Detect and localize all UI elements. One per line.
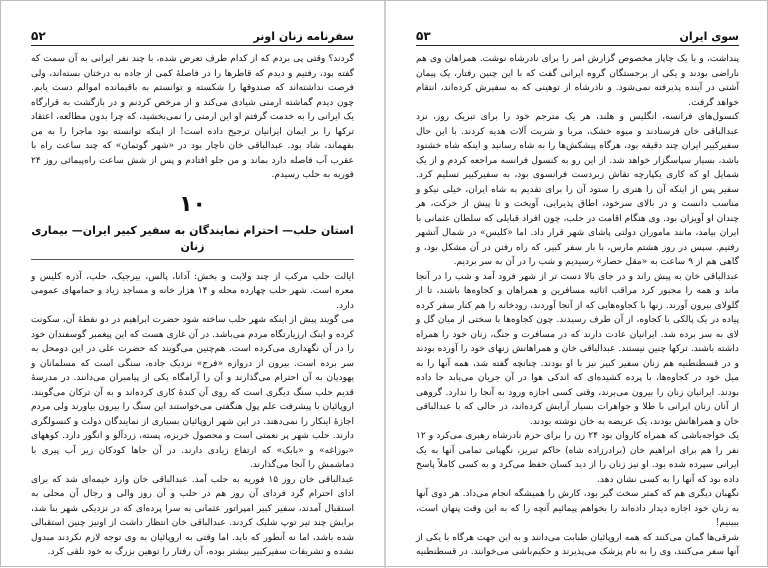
- paragraph: عبدالباقی خان به پیش راند و در جای بالا دست تر از شهر فرود آمد و شب را در آنجا ماند و همه را مجبور کرد مراقب اثاثیه مسافرین و همراهان و کجاوه‌ها باشند، تا از گلولای بیرون آورند. زنها با کجاوه‌هایی که از آنجا آوردند، رودخانه را هم کنار سفر کرده پیاده در یک پالکی یا کجاوه، از آن طرف رسیدند. چون کجاوه‌ها با سختی از میان گل و لای به سر برده شد. ایرانیان عادت دارند که در مسافرت و جنگ، زنان خود را همراه داشته باشند. ترکها چنین نیستند. عبدالباقی خان و همراهانش زنهای خود را آورده بودند و در قسطنطنیه هم زنان سفیر کبیر نیز با او بودند. چنانچه گفته شد، همه آنها را به میل خود در کجاوه‌ها، با پرده کشیده‌ای که اندکی هوا در آن جریان می‌یابد جا داده بودند. ایرانیان زنان را بیرون می‌برند، وقتی کسی اجازه ورود به آنجا را ندارد. گروهی از آنان زنان ایرانی با طلا و جواهرات بسیار آرایش کرده‌اند، در حالی که با عبدالباقی خان و همراهانش بودند، یک عریضه به خان نوشته بودند.: [416, 271, 739, 427]
- page-number: ۵۳: [416, 29, 431, 43]
- chapter-title: استان حلب— احترام نمایندگان به سفیر کبیر ایران— بیماری زنان: [31, 223, 354, 260]
- left-page-body: [31, 52, 354, 560]
- page-number: ۵۲: [31, 29, 46, 43]
- paragraph: عبدالباقی خان روز ۱۵ فوریه به حلب آمد. عبدالباقی خان وارد خیمه‌ای شد که برای ادای احترام گرد فردای آن روز هم در حلب و آن روز والی و رجال آن محلی به استقبال آمدند، سفیر کبیر امپراتور عثمانی به سرا پرده‌ای که در نزدیکی شهر بنا شد، برایش چند تیر توپ شلیک کردند. عبدالباقی خان انتظار داشت از اونیز چنین استقبالی شده باشد، اما نه آنطور که باید. اما وقتی به اروپائیان به وی توجه لازم نکردند مبدول نشده و تشریفات سفیرکبیر بیشتر بوده، آن رفتار را توهین بزرگ به خود تلقی کرد.: [31, 474, 354, 557]
- paragraph: کنسول‌های فرانسه، انگلیس و هلند، هر یک مترجم خود را برای تبریک روز، نزد عبدالباقی خان فرستادند و میوه خشک، مربا و شربت آلات هدیه کردند. با این حال سفیرکبیر ایران چند دقیقه بود، هرگاه پیشکش‌ها را به شاه رسانید و اینکه شاه خشنود باشد، بسیار سپاسگزار خواهد شد. از این رو به کنسول فرانسه مراجعه کردم و از یک شمایل او که کاری یکپارچه تقاش زبردست فرانسوی بود، به سفیرکبیر تسلیم کرد. سفیر پس از اینکه آن را هنری را ستود آن را برای تقدیم به شاه ایران، خیلی نیکو و مناسب دانست و در بالای سرخود، اطاق پذیرایی، آویخت و تا پیش از حرکت، هر چندان او آویزان بود. وی هنگام اقامت در حلب، چون افراد قبایلی که سلطان عثمانی با ایران بیامد، مانند ماموران دولتی پاشای شهر قرار داد. اما «کلیس» در شمال آتشهر رفتیم. سپس در روز هشتم مارس، با بار سفر کبیر، که راه رفتن در آن مشکل بود، و گاهی هم از ۹ ساعت به «مقل حصار» رسیدیم و شب را در آن به سر بردیم.: [416, 112, 739, 267]
- paragraph: پنداشت، و با یک چاپار مخصوص گزارش امر را برای نادرشاه نوشت. همراهان وی هم ناراضی بودند و یکی از برجستگان گروه ایرانی گفت که با این چنین رفتار، یک پیمان آشتی در آینده پذیرفته نمی‌شود. و نادرشاه از توهینی که به سفیرش کرده‌اند، انتقام خواهد گرفت.: [416, 54, 739, 108]
- chapter-number: ۱۰: [179, 191, 206, 217]
- left-page: [1, 1, 384, 568]
- paragraph: یک خواجه‌باشی که همراه کاروان بود ۲۴ زن را برای حرم نادرشاه رهبری می‌کرد و ۱۲ نفر را هم برای ابراهیم خان (برادرزاده شاه) حاکم تبریز، نگهبانی تمامی آنها به یک ایرانی سپرده شده بود. او نیز زنان را از دید کسان حفظ می‌کرد و به کسی کاملاً پاسخ داده بود که آنها را به کسی نشان دهد.: [416, 431, 739, 485]
- left-page-header: [31, 29, 354, 46]
- paragraph: می گویند پیش از اینکه شهر حلب ساخته شود حضرت ابراهیم در دو نقطهٔ آن، سکونت کرده و اینک ارزیارتگاه مردم می‌باشد. در آن غاری هست که این پیغمبر گوسفندان خود را در آن نگهداری می‌کرده است. هم‌چنین می‌گویند که حضرت علی در این دومحل به سر برده است. بیرون از دروازه «فرج» نزدیک جاده، سنگی است که مسلمانان و یهودیان به آن احترام می‌گذارند و آن را آرامگاه یکی از پیامبران می‌دانند. در مدرسهٔ قدیم حلب سنگ دیگری است که روی آن کندهٔ کاری کرده‌اند و به آن ترکان می‌گویند. اروپائیان با پیشرفت علم پول هنگفتی می‌خواستند این سنگ را بیرون بیاورند ولی مردم اجازهٔ اینکار را نمی‌دهند. در این شهر اروپائیان بسیاری از نمایندگان دولت و کنسولگری دارند. حلب شهر پر نعمتی است و محصول خربزه، پسته، زردآلو و انگور دارد. کوههای «بوزاغه» و «بابک» که ارتفاع زیادی دارند. در آن جاها کودکان زیر آب پیری با دماشمش را آنجا می‌گذارند.: [31, 315, 354, 470]
- paragraph: نگهبان دیگری هم که کمتر سخت گیر بود، کارش را همیشگه انجام می‌داد. هر دوی آنها به زنان خود اجازه دیدار داده‌اند را بخواهم پیمائیم آنچه را که به این وقت پنهان است، ببینیم!: [416, 489, 739, 528]
- paragraph: ایالت حلب مرکب از چند ولایت و بخش: آدانا، پالس، بیرجیک، حلب، آذره کلیس و معره است. شهر حلب چهارده محله و ۱۴ هزار خانه و مساجد زیاد و حمامهای عمومی دارد.: [31, 271, 354, 311]
- paragraph: گردند؟ وقتی پی بردم که از کدام طرف تعرض شده، با چند نفر ایرانی به آن سمت که گفته بود، رفتیم و دیدم که قاطرها را در فاصلهٔ کمی از جاده به درختان بسته‌اند، ولی فرصت نداشته‌اند که صندوقها را شکسته و توانستم به باقیمانده اموالم دست یابم. چون دیدم گماشته ارمنی شیادی می‌کند و از مرخص کردنم و در بازگشت به قرارگاه یک ایرانی را به خدمت گرفتم او این ارمنی را نمی‌بخشید، که چرا بدون مطالعه، اعتقاد ترکها را بر ایمان ایرانیان ترجیح داده است! از اینکه توانسته بود ماجرا را به من بفهماند، شاد بود. عبدالباقی خان ناچار بود در «شهر گوتمان» که چند ساعت راه با عقرب آب فاصله دارد بماند و من جلو افتادم و پس از شش ساعت راه‌پیمائی روز ۲۴ فوریه به حلب رسیدم.: [31, 54, 354, 180]
- paragraph: شرقی‌ها گمان می‌کنند که همه اروپائیان طبابت می‌دانند و به این جهت هرگاه با یکی از آنها سفر می‌کنند، وی را به نام پزشک می‌پذیرند و حکیم‌باشی می‌خوانند. در قسطنطنیه: [416, 532, 739, 557]
- right-page-body: [416, 52, 739, 560]
- running-title: سوی ایران: [679, 30, 739, 43]
- right-page: [386, 1, 768, 568]
- right-page-header: [416, 29, 739, 46]
- running-title: سفرنامه زنان اونر: [253, 30, 354, 43]
